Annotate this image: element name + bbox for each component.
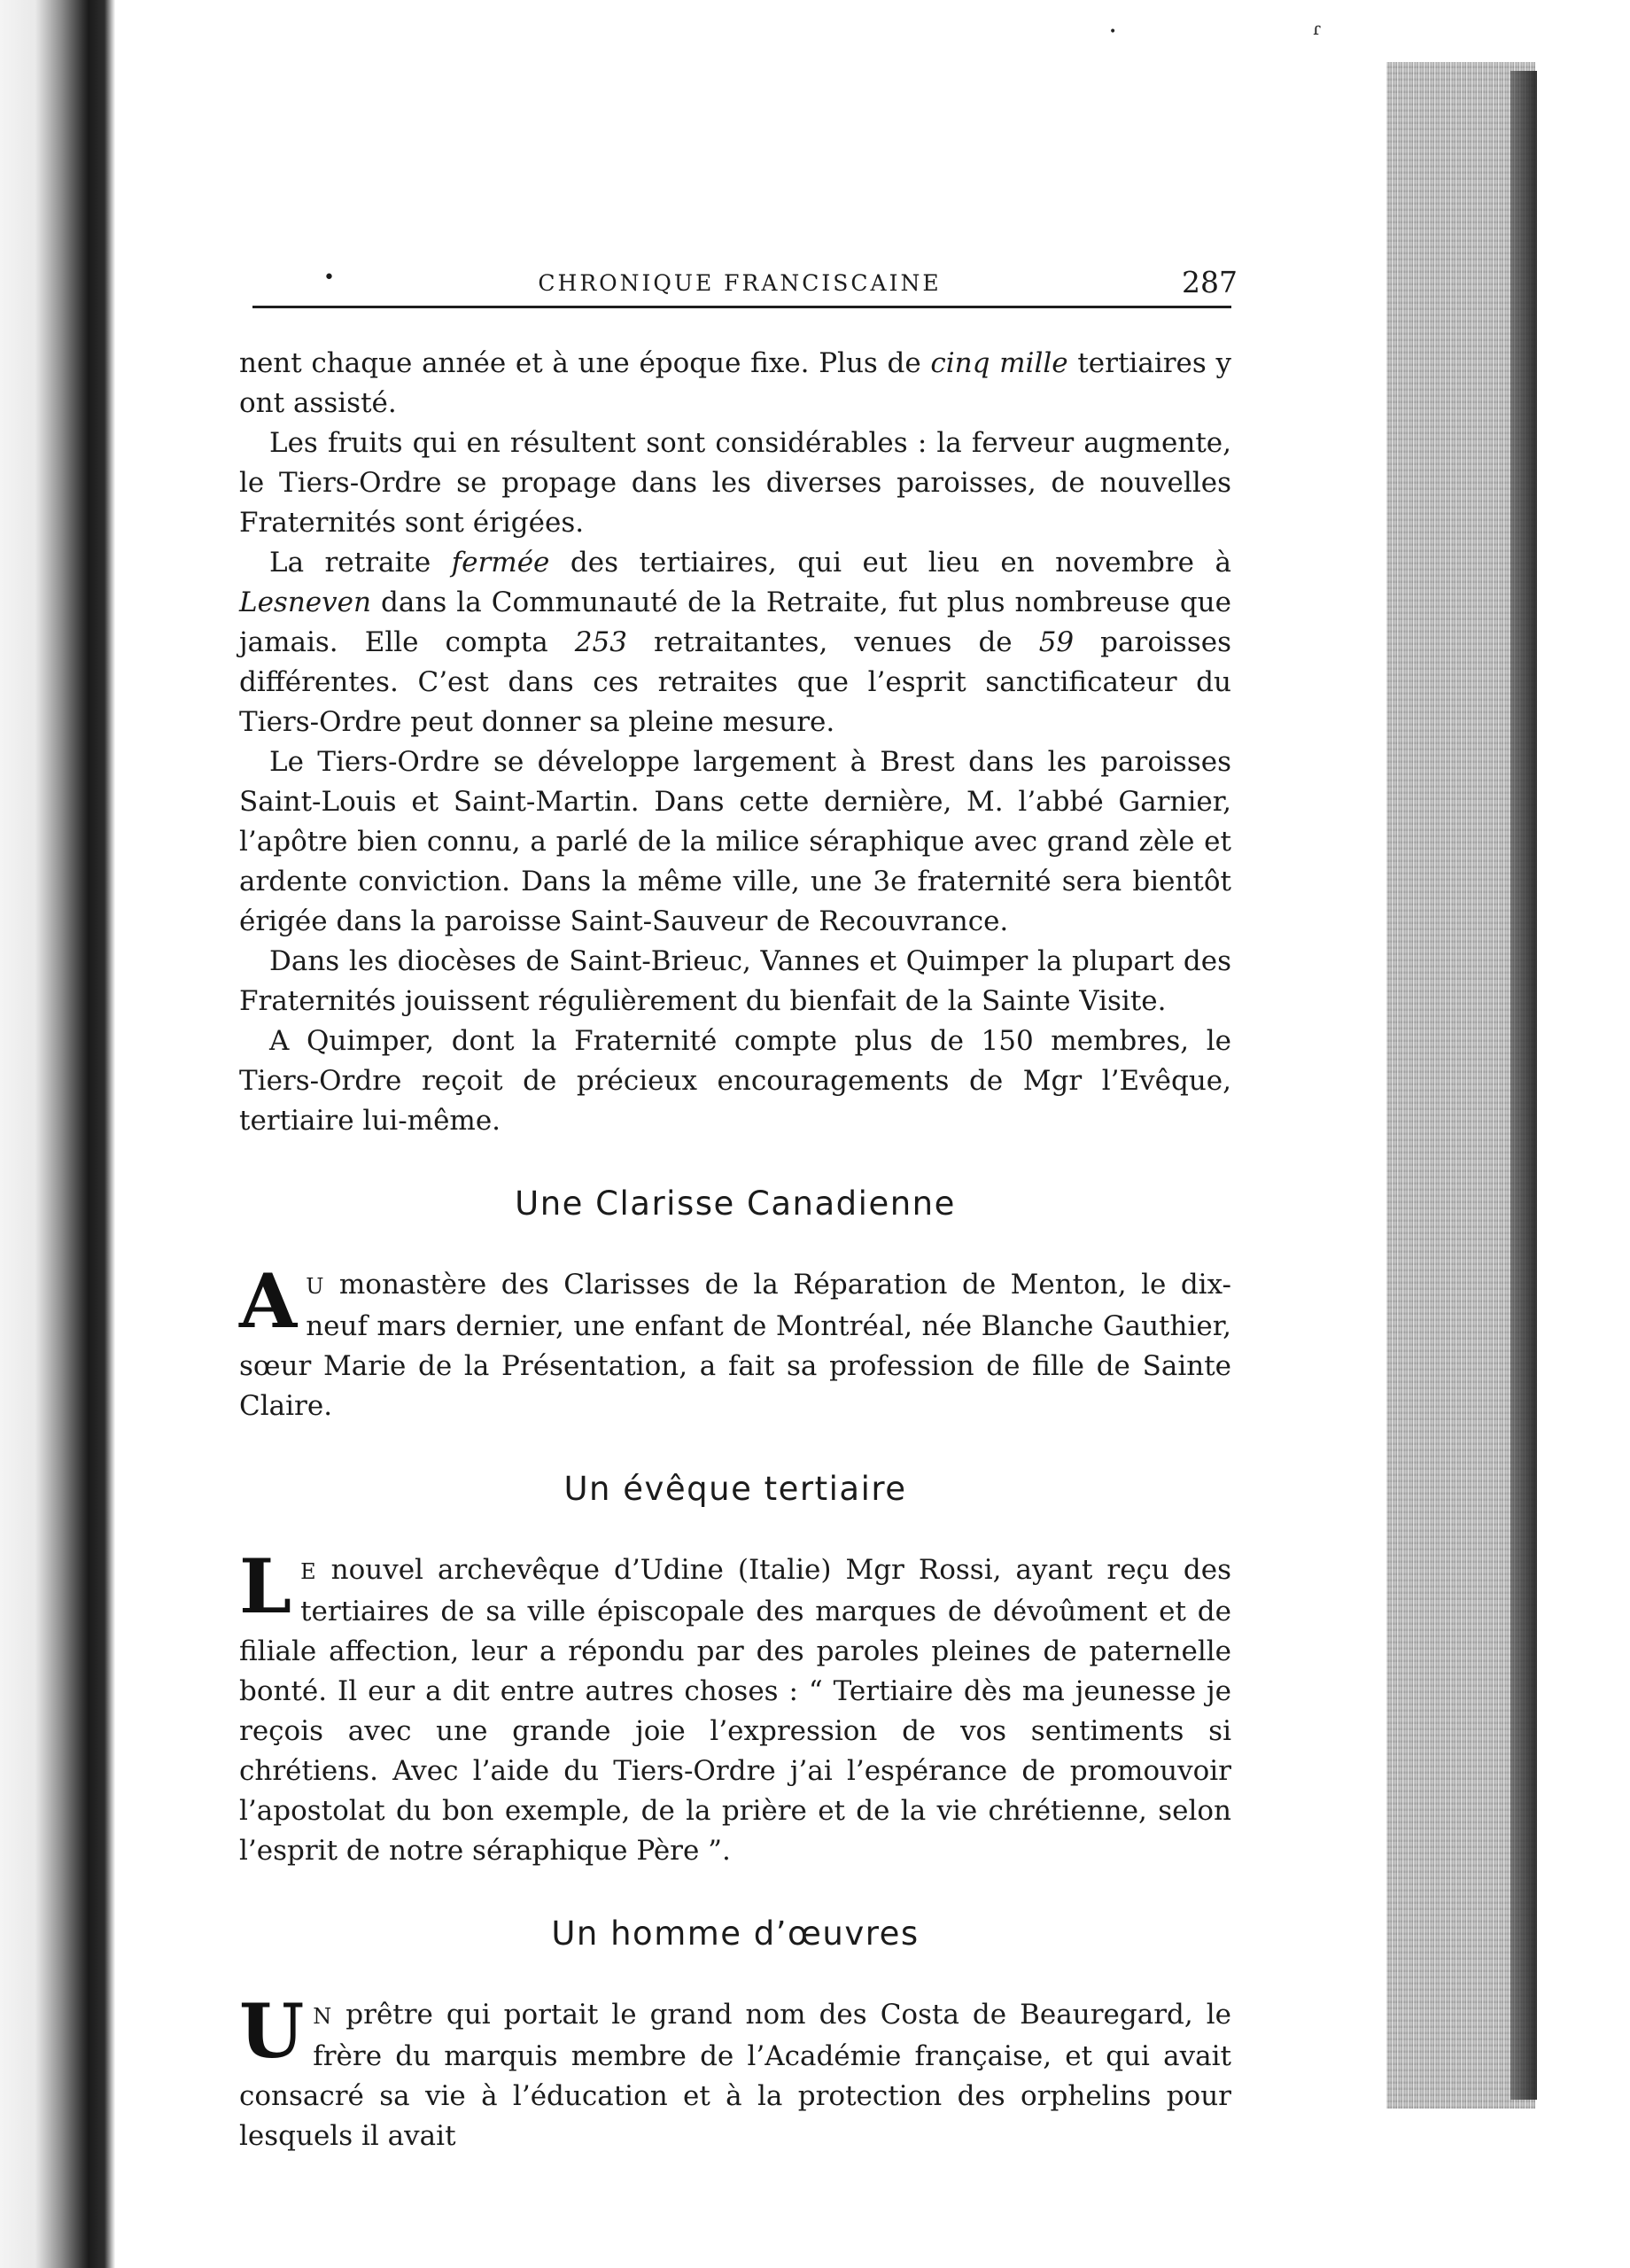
- speck-mark: ɾ: [1313, 18, 1322, 39]
- header-mark: •: [323, 267, 335, 289]
- paragraph: A Quimper, dont la Fraternité compte plus de 150 membres, le Tiers-Ordre reçoit de précieux encouragements de Mgr l’Evêque, tertiaire lui-même.: [239, 1025, 1231, 1137]
- section-paragraph: L E nouvel archevêque d’Udine (Italie) Mgr Rossi, ayant reçu des tertiaires de sa ville épiscopale des marques de dévoûment et de filiale affection, leur a répondu par des paroles pleines de paternelle bonté. Il eur a dit entre autres choses : “ Tertiaire dès ma jeunesse je reçois avec une grande joie l’expression de vos sentiments si chrétiens. Avec l’aide du Tiers-Ordre j’ai l’espérance de promouvoir l’apostolat du bon exemple, de la prière et de la vie chrétienne, selon l’esprit de notre séraphique Père ”.: [239, 1542, 1231, 1867]
- section-heading: Un homme d’œuvres: [551, 1915, 920, 1953]
- section-heading: Une Clarisse Canadienne: [515, 1184, 956, 1223]
- previous-page-edge: [0, 0, 115, 2268]
- drop-cap: L: [239, 1542, 292, 1630]
- page-block-shadow: [1510, 71, 1537, 2100]
- paragraph: nent chaque année et à une époque fixe. Plus de cinq mille tertiaires y ont assisté.: [239, 347, 1231, 419]
- section-paragraph: A U monastère des Clarisses de la Réparation de Menton, le dix-neuf mars dernier, une enfant de Montréal, née Blanche Gauthier, sœur Marie de la Présentation, a fait sa profession de fille de Sainte Claire.: [239, 1257, 1231, 1422]
- paragraph: Le Tiers-Ordre se développe largement à Brest dans les paroisses Saint-Louis et Saint-Martin. Dans cette dernière, M. l’abbé Garnier, l’apôtre bien connu, a parlé de la milice séraphique avec grand zèle et ardente conviction. Dans la même ville, une 3e fraternité sera bientôt érigée dans la paroisse Saint-Sauveur de Recouvrance.: [239, 746, 1231, 937]
- paragraph: Dans les diocèses de Saint-Brieuc, Vannes et Quimper la plupart des Fraternités jouissent régulièrement du bienfait de la Sainte Visite.: [239, 945, 1231, 1017]
- paragraph: La retraite fermée des tertiaires, qui eut lieu en novembre à Lesneven dans la Communauté de la Retraite, fut plus nombreuse que jamais. Elle compta 253 retraitantes, venues de 59 paroisses différentes. C’est dans ces retraites que l’esprit sanctificateur du Tiers-Ordre peut donner sa pleine mesure.: [239, 547, 1231, 738]
- page-body: [239, 344, 1231, 2156]
- section-paragraph: U N prêtre qui portait le grand nom des Costa de Beauregard, le frère du marquis membre de l’Académie française, et qui avait consacré sa vie à l’éducation et à la protection des orphelins pour lesquels il avait: [239, 1987, 1231, 2152]
- section-heading: Un évêque tertiaire: [563, 1470, 907, 1508]
- drop-cap: A: [239, 1257, 298, 1345]
- speck-mark: •: [1109, 25, 1117, 39]
- drop-cap: U: [239, 1987, 305, 2075]
- header-rule: [252, 306, 1231, 308]
- running-head-title: CHRONIQUE FRANCISCAINE: [538, 270, 942, 296]
- running-head: [248, 260, 1238, 304]
- page-number: 287: [1182, 265, 1238, 299]
- paragraph: Les fruits qui en résultent sont considérables : la ferveur augmente, le Tiers-Ordre se propage dans les diverses paroisses, de nouvelles Fraternités sont érigées.: [239, 427, 1231, 539]
